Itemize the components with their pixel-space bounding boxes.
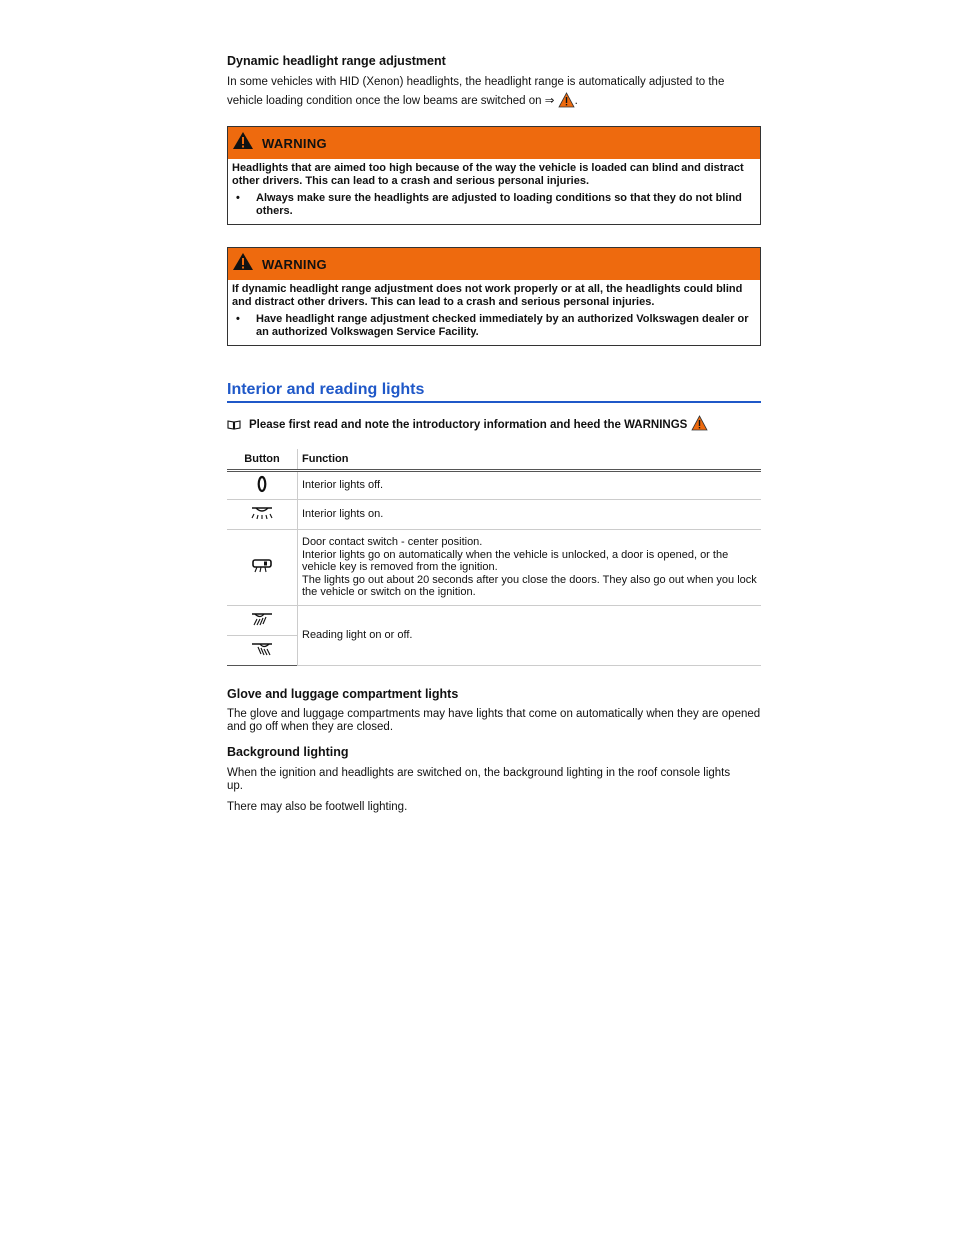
reading-light-right-icon xyxy=(250,641,274,661)
warning-text-2: If dynamic headlight range adjustment does not work properly or at all, the headlights could blind and distract other drivers. This can lead to a crash and serious personal injuries. xyxy=(232,283,743,308)
interior-off-icon xyxy=(256,475,268,497)
warning-box-2 xyxy=(227,247,761,346)
table-cell-function: Interior lights off. xyxy=(298,471,762,500)
warning-label-1: WARNING xyxy=(262,135,327,151)
table-cell-function: Reading light on or off. xyxy=(298,606,762,666)
warning-triangle-icon[interactable] xyxy=(558,92,575,112)
glove-heading: Glove and luggage compartment lights xyxy=(227,687,459,701)
warning-body-1 xyxy=(228,159,760,224)
warning-header-2 xyxy=(228,248,760,280)
headlight-text-2-wrap xyxy=(227,92,761,112)
door-contact-icon xyxy=(251,558,273,578)
headlight-text-1: In some vehicles with HID (Xenon) headlights, the headlight range is automatically adjusted to the xyxy=(227,76,725,88)
warning-triangle-icon[interactable] xyxy=(691,415,708,434)
warning-header-1 xyxy=(228,127,760,159)
door-contact-line-1: Door contact switch - center position. xyxy=(302,536,483,549)
table-row xyxy=(227,606,761,636)
table-cell-function xyxy=(298,530,762,606)
section-rule xyxy=(227,401,761,403)
table-cell-icon xyxy=(227,530,298,606)
background-text-1: When the ignition and headlights are switched on, the background lighting in the roof console lights up. xyxy=(227,767,731,792)
warning-text-1: Headlights that are aimed too high because of the way the vehicle is loaded can blind and distract other drivers. This can lead to a crash and serious personal injuries. xyxy=(232,162,744,187)
table-cell-function: Interior lights on. xyxy=(298,500,762,530)
door-contact-line-2: Interior lights go on automatically when the vehicle is unlocked, a door is opened, or the vehicle key is removed from the ignition. xyxy=(302,548,729,574)
table-row xyxy=(227,500,761,530)
table-header-row xyxy=(227,449,761,471)
warning-label-2: WARNING xyxy=(262,256,327,272)
table-row xyxy=(227,471,761,500)
bullet-dot: • xyxy=(236,313,240,325)
headlight-heading: Dynamic headlight range adjustment xyxy=(227,54,446,68)
table-row xyxy=(227,530,761,606)
intro-note-text: Please first read and note the introductory information and heed the WARNINGS xyxy=(249,418,688,431)
bullet-dot: • xyxy=(236,192,240,204)
warning-icon xyxy=(232,131,254,155)
background-text-2: There may also be footwell lighting. xyxy=(227,801,408,813)
headlight-text-2: vehicle loading condition once the low beams are switched on ⇒ xyxy=(227,95,555,107)
warning-bullet-2 xyxy=(232,313,756,339)
intro-note xyxy=(227,415,708,434)
glove-text: The glove and luggage compartments may have lights that come on automatically when they are opened and go off when they are closed. xyxy=(227,708,761,733)
table-cell-icon xyxy=(227,606,298,636)
section-title: Interior and reading lights xyxy=(227,381,425,398)
period: . xyxy=(574,95,578,107)
lights-table xyxy=(227,449,761,666)
warning-body-2 xyxy=(228,280,760,345)
interior-on-icon xyxy=(250,505,274,525)
reading-light-left-icon xyxy=(250,611,274,631)
warning-bullet-text-2: Have headlight range adjustment checked immediately by an authorized Volkswagen dealer or an authorized Volkswagen Service Facility. xyxy=(256,313,749,338)
table-cell-icon xyxy=(227,636,298,666)
header-function: Function xyxy=(298,449,762,471)
table-cell-icon xyxy=(227,471,298,500)
warning-bullet-text-1: Always make sure the headlights are adjusted to loading conditions so that they do not blind others. xyxy=(256,192,742,217)
warning-box-1 xyxy=(227,126,761,225)
header-button: Button xyxy=(227,449,298,471)
warning-icon xyxy=(232,252,254,276)
door-contact-line-3: The lights go out about 20 seconds after you close the doors. They also go out when you lock the vehicle or switch on the ignition. xyxy=(302,573,757,599)
table-cell-icon xyxy=(227,500,298,530)
background-heading: Background lighting xyxy=(227,745,349,759)
warning-bullet-1 xyxy=(232,192,756,218)
book-icon xyxy=(227,420,241,430)
